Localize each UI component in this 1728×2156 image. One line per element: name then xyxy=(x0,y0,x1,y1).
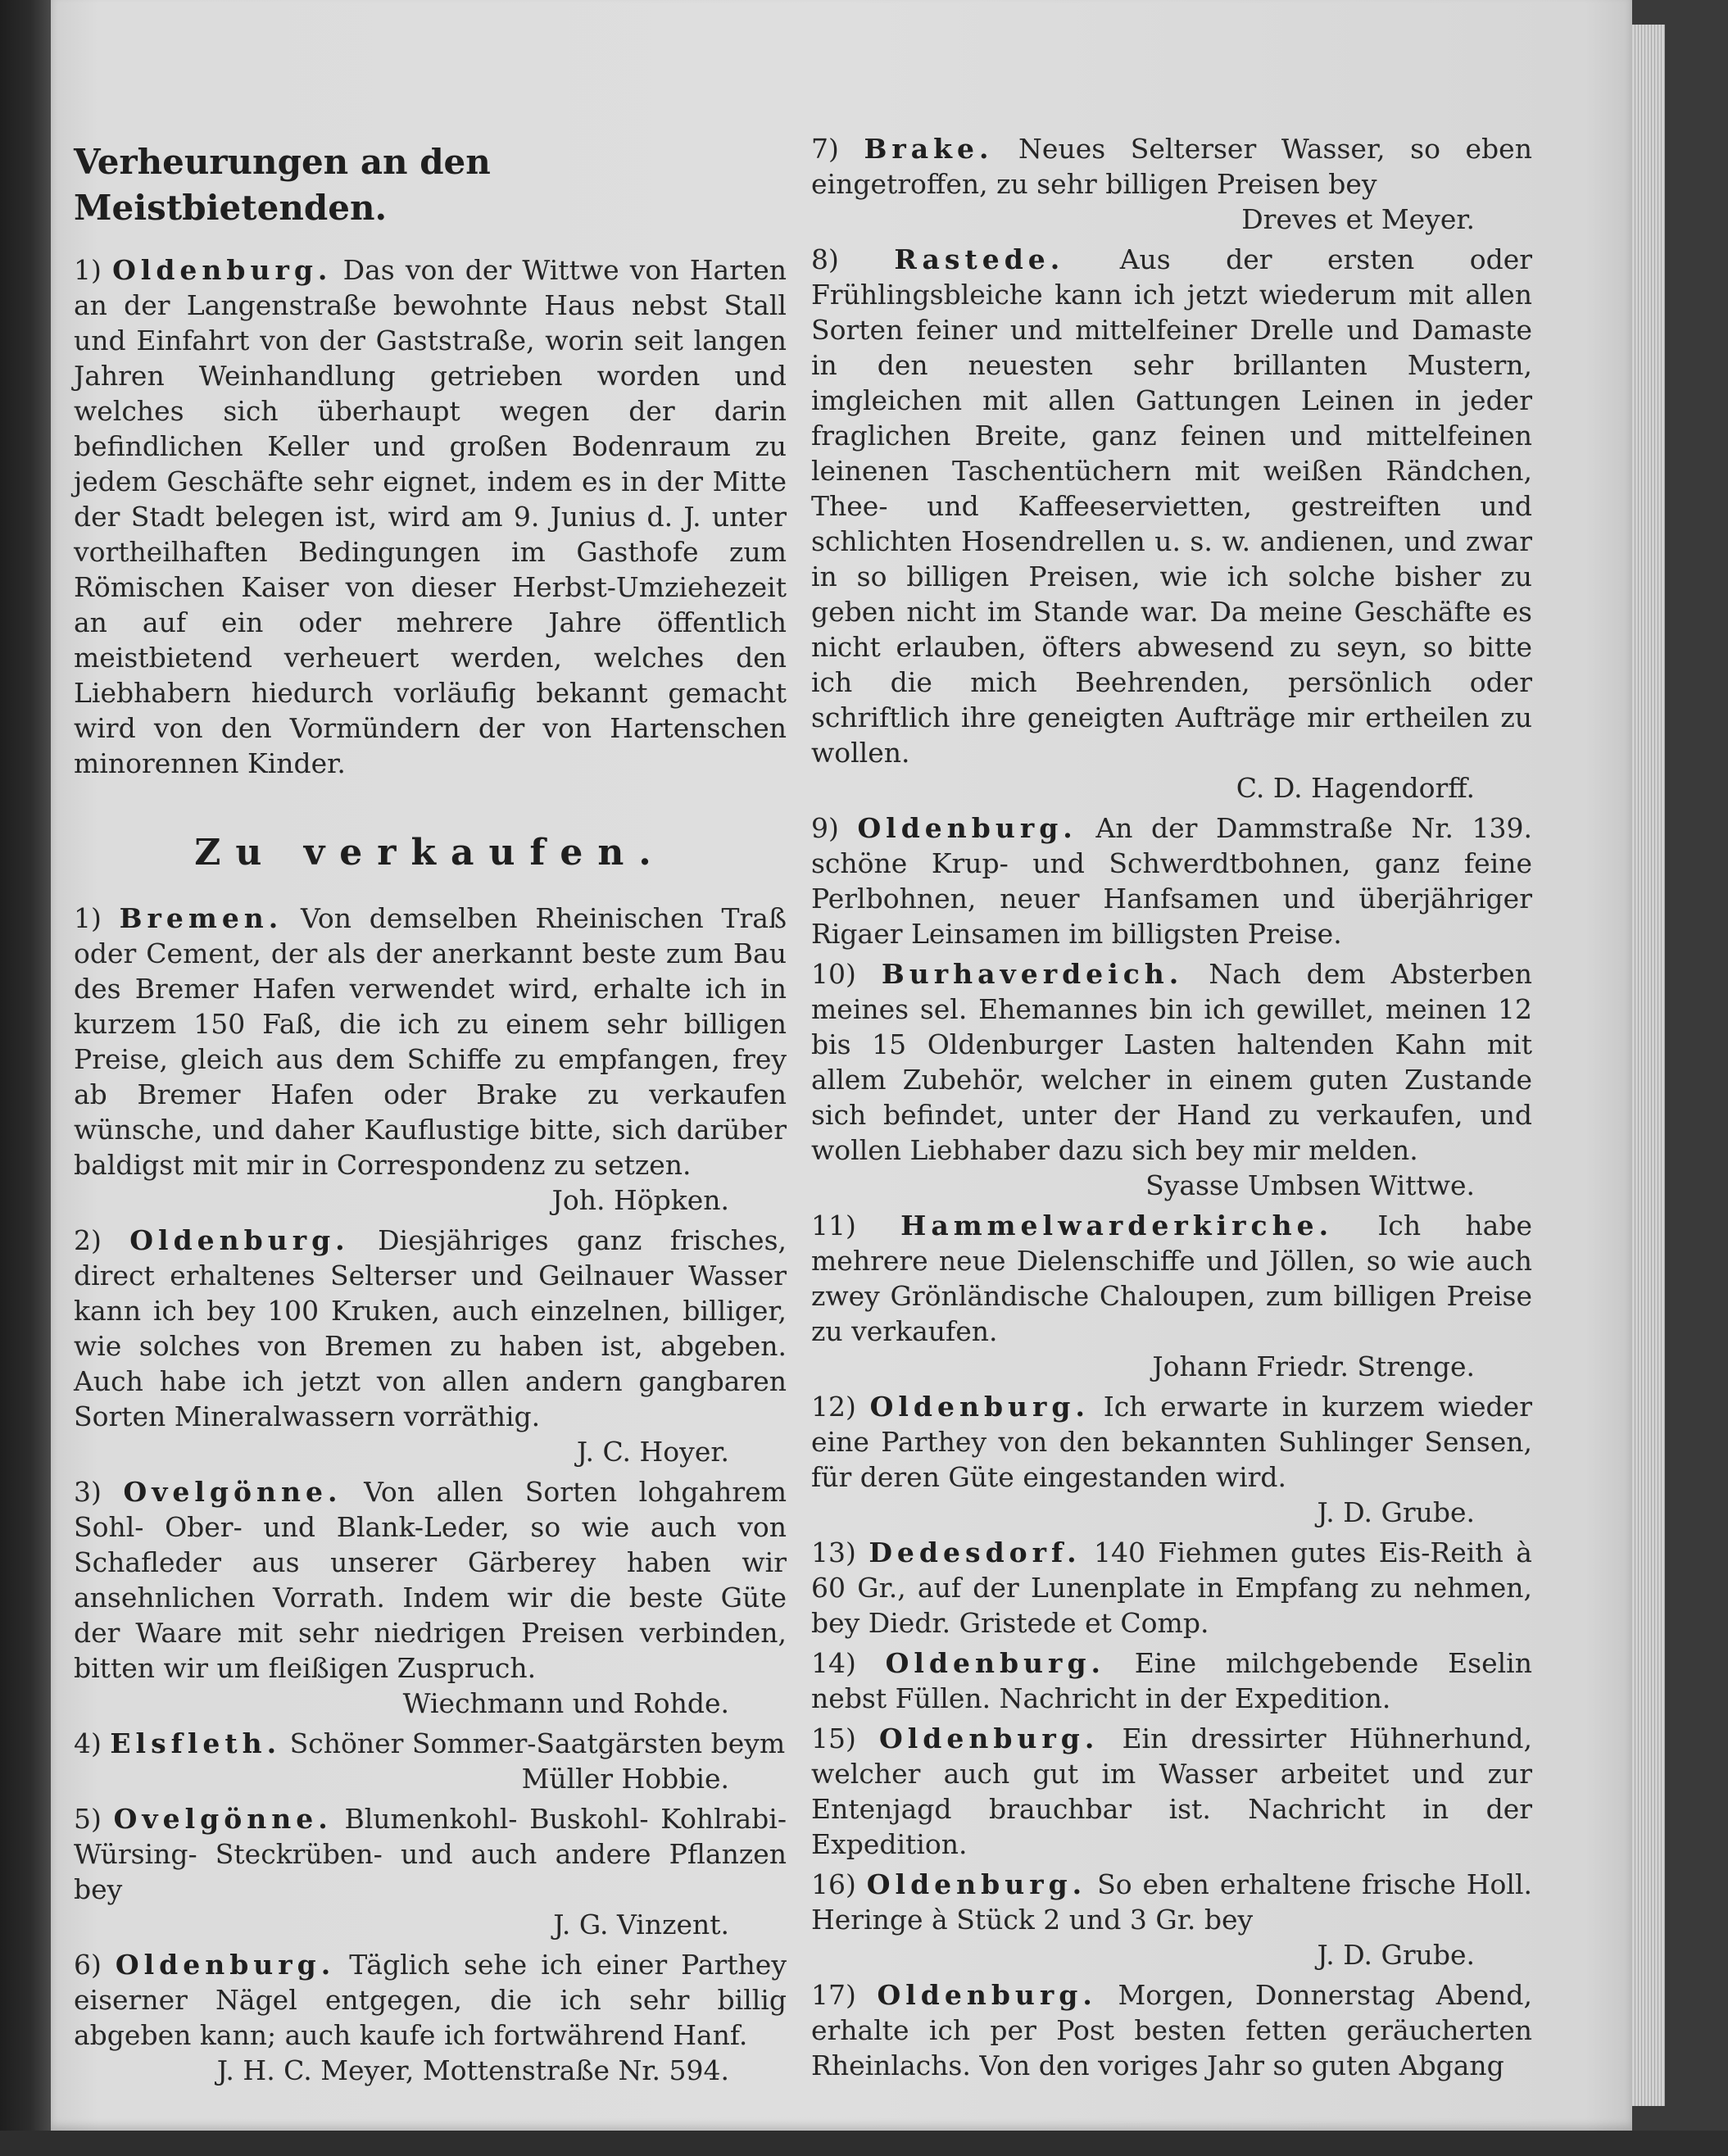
heading-leases: Verheurungen an den Meistbietenden. xyxy=(74,142,491,228)
entry-place: Oldenburg. xyxy=(885,1647,1106,1679)
entry-place: Ovelgönne. xyxy=(113,1803,333,1835)
entry-signature: Müller Hobbie. xyxy=(521,1763,729,1795)
scan-bottom-margin xyxy=(0,2131,1728,2156)
entry-signature: Joh. Höpken. xyxy=(551,1184,729,1216)
entry-text: Ein dressirter Hühnerhund, welcher auch gut im Wasser arbeitet und zur Entenjagd brauchbar ist. Nachricht in der Expedition. xyxy=(811,1723,1532,1860)
page-edge-stack xyxy=(1632,25,1665,2106)
entry-place: Oldenburg. xyxy=(112,254,333,286)
entry-place: Elsfleth. xyxy=(110,1727,282,1759)
entry-text: Ich erwarte in kurzem wieder eine Parthey von den bekannten Suhlinger Sensen, für deren Güte eingestanden wird. xyxy=(811,1391,1532,1493)
entry-place: Oldenburg. xyxy=(129,1224,350,1256)
entry-signature: Wiechmann und Rohde. xyxy=(402,1687,729,1719)
heading-sales: Zu verkaufen. xyxy=(194,832,666,874)
entry-signature: J. D. Grube. xyxy=(1317,1496,1475,1528)
entry-place: Oldenburg. xyxy=(866,1868,1087,1900)
entry-number: 17) xyxy=(811,1979,856,2011)
sale-entry xyxy=(811,956,1532,1203)
entry-text: Schöner Sommer-Saatgärsten beym xyxy=(289,1727,786,1759)
entry-place: Hammelwarderkirche. xyxy=(900,1210,1334,1241)
entry-text: Neues Selterser Wasser, so eben eingetroffen, zu sehr billigen Preisen bey xyxy=(811,133,1532,200)
sale-entry xyxy=(811,1721,1532,1862)
sale-entry xyxy=(811,1977,1532,2083)
sale-entry xyxy=(811,131,1532,237)
entry-signature: J. G. Vinzent. xyxy=(553,1909,729,1940)
sale-entry xyxy=(811,242,1532,806)
entry-text: Das von der Wittwe von Harten an der Langenstraße bewohnte Haus nebst Stall und Einfahrt von der Gaststraße, worin seit langen Jahren Weinhandlung getrieben worden und welches sich überhaupt wegen der darin befindlichen Keller und großen Bodenraum zu jedem Geschäfte sehr eignet, indem es in der Mitte der Stadt belegen ist, wird am 9. Junius d. J. unter vortheilhaften Bedingungen im Gasthofe zum Römischen Kaiser von dieser Herbst-Umziehezeit an auf ein oder mehrere Jahre öffentlich meistbietend verheuert werden, welches den Liebhabern hiedurch vorläufig bekannt gemacht wird von den Vormündern der von Hartenschen minorennen Kinder. xyxy=(74,254,787,779)
entry-text: Blumenkohl- Buskohl- Kohlrabi- Würsing- Steckrüben- und auch andere Pflanzen bey xyxy=(74,1803,787,1905)
entry-text: Nach dem Absterben meines sel. Ehemannes bin ich gewillet, meinen 12 bis 15 Oldenburger Lasten haltenden Kahn mit allem Zubehör, welcher in einem guten Zustande sich befindet, unter der Hand zu verkaufen, und wollen Liebhaber dazu sich bey mir melden. xyxy=(811,958,1532,1166)
entry-signature: C. D. Hagendorff. xyxy=(1236,772,1475,804)
entry-text: Von demselben Rheinischen Traß oder Cement, der als der anerkannt beste zum Bau des Bremer Hafen verwendet wird, erhalte ich in kurzem 150 Faß, die ich zu einem sehr billigen Preise, gleich aus dem Schiffe zu empfangen, frey ab Bremer Hafen oder Brake zu verkaufen wünsche, und daher Kauflustige bitte, sich darüber baldigst mit mir in Correspondenz zu setzen. xyxy=(74,902,787,1181)
entry-place: Oldenburg. xyxy=(877,1979,1097,2011)
entry-text: So eben erhaltene frische Holl. Heringe à Stück 2 und 3 Gr. bey xyxy=(811,1868,1532,1936)
entry-text: An der Dammstraße Nr. 139. schöne Krup- und Schwerdtbohnen, ganz feine Perlbohnen, neuer Hanfsamen und überjähriger Rigaer Leinsamen im billigsten Preise. xyxy=(811,812,1533,950)
sale-entry xyxy=(811,1645,1532,1716)
entry-text: Täglich sehe ich einer Parthey eiserner Nägel entgegen, die ich sehr billig abgeben kann; auch kaufe ich fortwährend Hanf. xyxy=(74,1949,787,2051)
entry-place: Dedesdorf. xyxy=(869,1536,1082,1568)
entry-number: 1) xyxy=(74,254,102,286)
entry-signature: J. D. Grube. xyxy=(1317,1939,1475,1971)
entry-text: 140 Fiehmen gutes Eis-Reith à 60 Gr., auf der Lunenplate in Empfang zu nehmen, bey Diedr. Gristede et Comp. xyxy=(811,1536,1532,1639)
entry-signature: Johann Friedr. Strenge. xyxy=(1152,1350,1475,1382)
entry-number: 16) xyxy=(811,1868,856,1900)
entry-place: Rastede. xyxy=(894,243,1065,275)
sale-entry xyxy=(811,1535,1532,1641)
lease-entry xyxy=(74,252,787,781)
entry-number: 14) xyxy=(811,1647,856,1679)
entry-number: 7) xyxy=(811,133,839,165)
entry-number: 8) xyxy=(811,243,839,275)
entry-number: 10) xyxy=(811,958,856,990)
entry-number: 15) xyxy=(811,1723,856,1754)
left-column xyxy=(74,131,787,2093)
newspaper-page xyxy=(51,0,1632,2131)
entry-text: Aus der ersten oder Frühlingsbleiche kann ich jetzt wiederum mit allen Sorten feiner und mittelfeiner Drelle und Damaste in den neuesten sehr brillanten Mustern, imgleichen mit allen Gattungen Leinen in jeder fraglichen Breite, ganz feinen und mittelfeinen leinenen Taschentüchern mit weißen Rändchen, Thee- und Kaffeeservietten, gestreiften und schlichten Hosendrellen u. s. w. andienen, und zwar in so billigen Preisen, wie ich solche bisher zu geben nicht im Stande war. Da meine Geschäfte es nicht erlauben, öfters abwesend zu seyn, so bitte ich die mich Beehrenden, persönlich oder schriftlich ihre geneigten Aufträge mir ertheilen zu wollen. xyxy=(811,243,1533,769)
entry-text: Von allen Sorten lohgahrem Sohl- Ober- und Blank-Leder, so wie auch von Schafleder aus unserer Gärberey haben wir ansehnlichen Vorrath. Indem wir die beste Güte der Waare mit sehr niedrigen Preisen verbinden, bitten wir um fleißigen Zuspruch. xyxy=(74,1476,787,1684)
sale-entry xyxy=(74,901,787,1218)
entry-text: Morgen, Donnerstag Abend, erhalte ich per Post besten fetten geräucherten Rheinlachs. Von den voriges Jahr so guten Abgang xyxy=(811,1979,1532,2081)
sale-entry xyxy=(74,1947,787,2088)
entry-place: Oldenburg. xyxy=(878,1723,1100,1754)
entry-number: 9) xyxy=(811,812,839,844)
sale-entry xyxy=(74,1801,787,1942)
entry-place: Oldenburg. xyxy=(857,812,1077,844)
entry-text: Eine milchgebende Eselin nebst Füllen. Nachricht in der Expedition. xyxy=(811,1647,1532,1714)
entry-signature: J. H. C. Meyer, Mottenstraße Nr. 594. xyxy=(216,2054,729,2086)
sale-entry xyxy=(811,1208,1532,1384)
sale-entry xyxy=(74,1474,787,1721)
entry-number: 2) xyxy=(74,1224,102,1256)
entry-signature: Syasse Umbsen Wittwe. xyxy=(1145,1169,1475,1201)
sale-entry xyxy=(811,1867,1532,1972)
sale-entry xyxy=(74,1726,787,1796)
entry-place: Oldenburg. xyxy=(869,1391,1090,1423)
entry-place: Brake. xyxy=(864,133,994,165)
right-column xyxy=(811,131,1532,2088)
entry-number: 6) xyxy=(74,1949,102,1981)
entry-signature: J. C. Hoyer. xyxy=(576,1436,729,1468)
sale-entry xyxy=(74,1223,787,1469)
entry-text: Diesjähriges ganz frisches, direct erhaltenes Selterser und Geilnauer Wasser kann ich bey 100 Kruken, auch einzelnen, billiger, wie solches von Bremen zu haben ist, abgeben. Auch habe ich jetzt von allen andern gangbaren Sorten Mineralwassern vorräthig. xyxy=(74,1224,787,1432)
sale-entry xyxy=(811,810,1532,951)
entry-place: Burhaverdeich. xyxy=(881,958,1184,990)
book-spine xyxy=(0,0,51,2156)
entry-place: Oldenburg. xyxy=(115,1949,336,1981)
sale-entry xyxy=(811,1389,1532,1530)
entry-place: Ovelgönne. xyxy=(123,1476,342,1508)
entry-number: 4) xyxy=(74,1727,102,1759)
entry-number: 13) xyxy=(811,1536,856,1568)
entry-number: 5) xyxy=(74,1803,102,1835)
entry-number: 1) xyxy=(74,902,102,934)
entry-number: 11) xyxy=(811,1210,856,1241)
entry-number: 12) xyxy=(811,1391,856,1423)
entry-number: 3) xyxy=(74,1476,102,1508)
entry-text: Ich habe mehrere neue Dielenschiffe und Jöllen, so wie auch zwey Grönländische Chaloupen, zum billigen Preise zu verkaufen. xyxy=(811,1210,1532,1347)
entry-place: Bremen. xyxy=(119,902,283,934)
entry-signature: Dreves et Meyer. xyxy=(1241,203,1475,235)
